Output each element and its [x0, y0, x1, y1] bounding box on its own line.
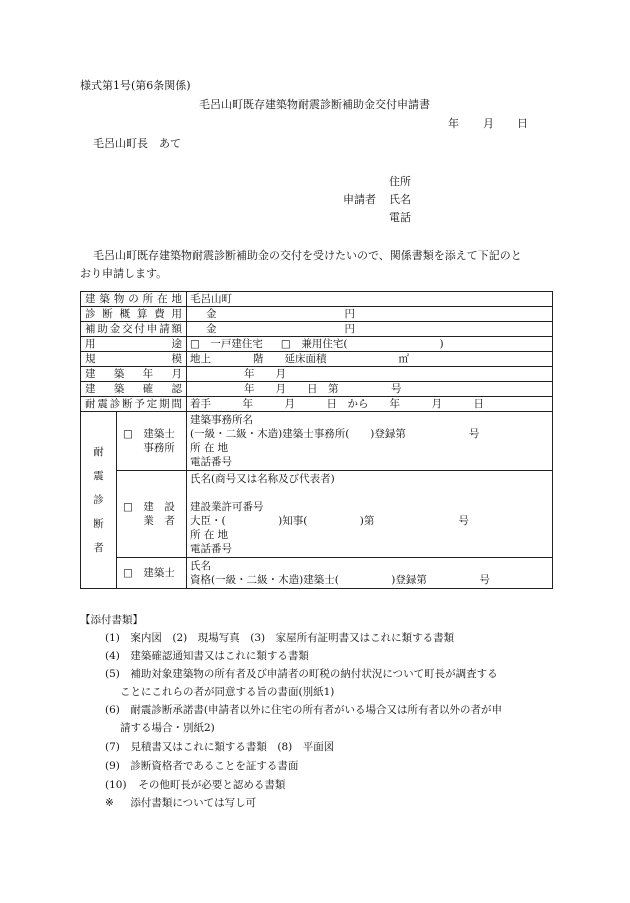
- subsidy-prefix: 金: [206, 323, 217, 335]
- location-label: 建築物の所在地: [81, 292, 187, 307]
- attachment-text: 建築確認通知書又はこれに類する書類: [130, 650, 309, 662]
- contractor-category-line-1: □ 建 設: [123, 501, 175, 513]
- planned-label: 耐震診断予定期間: [81, 397, 187, 412]
- estimate-unit: 円: [344, 308, 355, 320]
- date-year: 年: [448, 117, 459, 130]
- estimate-value[interactable]: [187, 307, 553, 322]
- attachment-num: (7): [105, 741, 120, 753]
- attachment-item: [105, 649, 309, 663]
- contractor-category-line-2: 業 者: [143, 515, 175, 527]
- form-number: 様式第1号(第6条関係): [80, 79, 191, 92]
- diag-char-1: 耐: [93, 446, 104, 458]
- office-name-label: 建築事務所名: [190, 414, 253, 426]
- office-category-line-1: □ 建築士: [123, 428, 175, 440]
- attachment-num: (6): [105, 704, 120, 716]
- attachment-text: 請する場合・別紙2): [120, 722, 215, 734]
- scale-label: 規模: [81, 352, 187, 367]
- attachment-num: (10): [105, 779, 127, 791]
- contractor-category[interactable]: [117, 471, 187, 558]
- row-confirm: [81, 382, 553, 397]
- diag-char-5: 者: [93, 542, 104, 554]
- contractor-address-label: 所 在 地: [190, 529, 229, 541]
- confirm-label: 建築確認: [81, 382, 187, 397]
- attachment-note: [105, 796, 256, 810]
- use-value: [187, 337, 553, 352]
- use-option-mixed[interactable]: □ 兼用住宅(: [280, 338, 348, 350]
- row-planned: [81, 397, 553, 412]
- applicant-address-label: 住所: [389, 175, 411, 188]
- subsidy-value[interactable]: [187, 322, 553, 337]
- row-diag-architect: [81, 558, 553, 589]
- addressee: 毛呂山町長 あて: [93, 137, 181, 150]
- row-diag-office: [81, 412, 553, 471]
- use-option-detached[interactable]: □ 一戸建住宅: [190, 338, 263, 350]
- architect-qualification: 資格(一級・二級・木造)建築士( )登録第 号: [190, 574, 490, 586]
- location-value[interactable]: 毛呂山町: [187, 292, 553, 307]
- contractor-blank-line: [190, 486, 549, 500]
- note-mark: ※: [105, 797, 114, 809]
- attachment-num: (9): [105, 760, 120, 772]
- row-estimate: [81, 307, 553, 322]
- diag-char-2: 震: [93, 470, 104, 482]
- planned-value[interactable]: 着手 年 月 日 から 年 月 日: [187, 397, 553, 412]
- attachment-item: [105, 667, 498, 681]
- attachment-item: [105, 740, 334, 754]
- office-category-line-2: 事務所: [143, 442, 175, 454]
- attachment-item-continued: [120, 721, 215, 735]
- contractor-details[interactable]: [187, 471, 553, 558]
- row-diag-contractor: [81, 471, 553, 558]
- attachment-text: その他町長が必要と認める書類: [138, 779, 286, 791]
- office-phone-label: 電話番号: [190, 456, 232, 468]
- office-details[interactable]: [187, 412, 553, 471]
- scale-floors: 地上 階 延床面積: [190, 353, 327, 365]
- attachment-item-continued: [120, 685, 334, 699]
- row-built: [81, 367, 553, 382]
- diag-char-4: 断: [93, 518, 104, 530]
- applicant-phone-label: 電話: [389, 211, 411, 224]
- contractor-name-label: 氏名(商号又は名称及び代表者): [190, 473, 335, 485]
- document-title: 毛呂山町既存建築物耐震診断補助金交付申請書: [199, 98, 430, 111]
- scale-value[interactable]: [187, 352, 553, 367]
- applicant-name-label: 氏名: [389, 193, 411, 206]
- built-label: 建築年月: [81, 367, 187, 382]
- attachment-text: 診断資格者であることを証する書面: [130, 760, 299, 772]
- row-subsidy: [81, 322, 553, 337]
- confirm-date-number: 年 月 日 第 号: [244, 383, 402, 395]
- note-text: 添付書類については写し可: [130, 797, 257, 809]
- diagnostician-label: [81, 412, 117, 589]
- contractor-license-label: 建設業許可番号: [190, 501, 264, 513]
- estimate-label: 診断概算費用: [81, 307, 187, 322]
- contractor-license-number: 大臣・( )知事( )第 号: [190, 515, 469, 527]
- attachment-text: 案内図 (2) 現場写真 (3) 家屋所有証明書又はこれに類する書類: [130, 632, 455, 644]
- office-address-label: 所 在 地: [190, 442, 229, 454]
- office-category[interactable]: [117, 412, 187, 471]
- attachment-text: 見積書又はこれに類する書類 (8) 平面図: [130, 741, 335, 753]
- attachment-text: 補助対象建築物の所有者及び申請者の町税の納付状況について町長が調査する: [130, 668, 498, 680]
- attachment-item: [105, 631, 454, 645]
- diag-char-3: 診: [93, 494, 104, 506]
- date-day: 日: [517, 117, 528, 130]
- intro-line-2: おり申請します。: [80, 267, 168, 280]
- architect-name-label: 氏名: [190, 560, 211, 572]
- attachment-text: 耐震診断承諾書(申請者以外に住宅の所有者がいる場合又は所有者以外の者が申: [130, 704, 502, 716]
- estimate-prefix: 金: [206, 308, 217, 320]
- subsidy-label: 補助金交付申請額: [81, 322, 187, 337]
- built-value[interactable]: [187, 367, 553, 382]
- use-label: 用途: [81, 337, 187, 352]
- scale-unit: ㎡: [398, 353, 409, 365]
- contractor-phone-label: 電話番号: [190, 543, 232, 555]
- applicant-label: 申請者: [343, 193, 376, 206]
- attachment-num: (4): [105, 650, 120, 662]
- attachment-item: [105, 778, 285, 792]
- row-scale: [81, 352, 553, 367]
- intro-line-1: 毛呂山町既存建築物耐震診断補助金の交付を受けたいので、関係書類を添えて下記のと: [93, 249, 522, 262]
- attachment-num: (1): [105, 632, 120, 644]
- architect-details[interactable]: [187, 558, 553, 589]
- office-registration: (一級・二級・木造)建築士事務所( )登録第 号: [190, 428, 480, 440]
- attachment-num: (5): [105, 668, 120, 680]
- attachment-item: [105, 703, 502, 717]
- built-date: 年 月: [244, 368, 286, 380]
- attachment-text: ことにこれらの者が同意する旨の書面(別紙1): [120, 686, 335, 698]
- subsidy-unit: 円: [344, 323, 355, 335]
- row-location: [81, 292, 553, 307]
- confirm-value[interactable]: [187, 382, 553, 397]
- attachments-heading: 【添付書類】: [80, 614, 143, 626]
- use-close-paren: ): [439, 338, 444, 350]
- date-month: 月: [483, 117, 494, 130]
- architect-category[interactable]: □ 建築士: [117, 558, 187, 589]
- attachment-item: [105, 759, 298, 773]
- application-table: [80, 291, 553, 589]
- row-use: [81, 337, 553, 352]
